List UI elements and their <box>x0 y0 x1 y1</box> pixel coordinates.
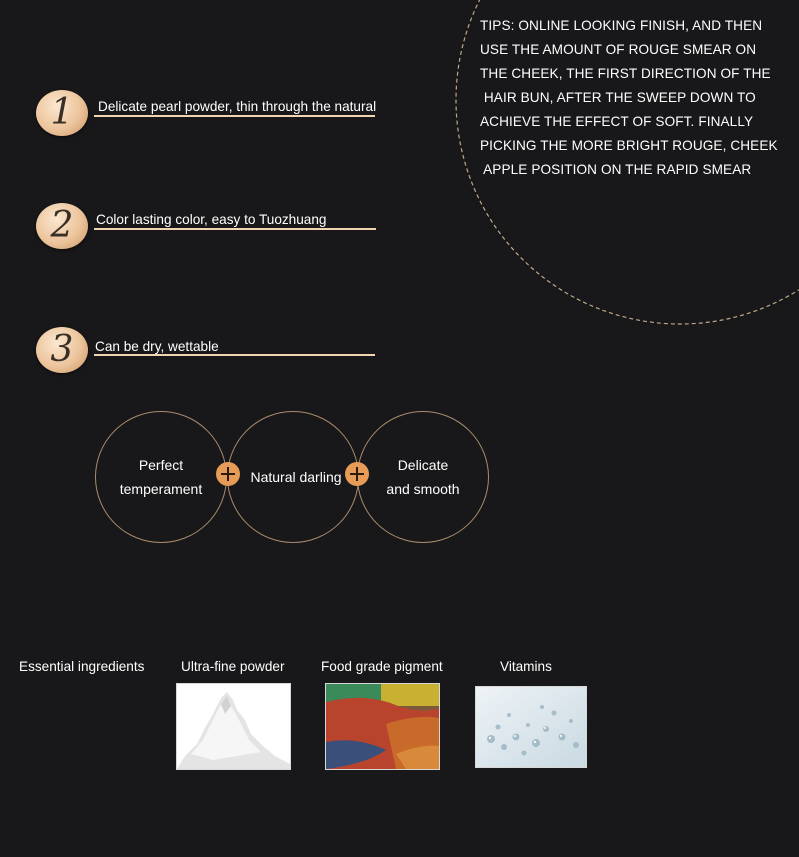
quality-line: Natural darling <box>250 469 342 485</box>
quality-circle-temperament <box>95 411 227 543</box>
ingredient-label: Ultra-fine powder <box>181 659 285 674</box>
quality-circle-smooth <box>357 411 489 543</box>
feature-label: Delicate pearl powder, thin through the natural <box>98 99 377 114</box>
number-badge: 3 <box>36 327 88 373</box>
quality-line: Delicate <box>397 457 449 473</box>
number-badge: 2 <box>36 203 88 249</box>
quality-line: and smooth <box>386 481 460 497</box>
quality-circle-natural <box>227 411 359 543</box>
plus-icon <box>216 462 240 486</box>
tips-line: HAIR BUN, AFTER THE SWEEP DOWN TO <box>480 90 756 105</box>
ingredient-label: Food grade pigment <box>321 659 443 674</box>
tips-text <box>480 14 799 182</box>
feature-3 <box>36 327 396 377</box>
tips-line: ACHIEVE THE EFFECT OF SOFT. FINALLY <box>480 114 754 129</box>
powder-image <box>176 683 291 770</box>
feature-label: Color lasting color, easy to Tuozhuang <box>96 212 327 227</box>
tips-line: USE THE AMOUNT OF ROUGE SMEAR ON <box>480 42 757 57</box>
feature-underline <box>94 115 375 117</box>
ingredients-title: Essential ingredients <box>19 659 145 674</box>
tips-line: PICKING THE MORE BRIGHT ROUGE, CHEEK <box>480 138 778 153</box>
feature-underline <box>94 354 375 356</box>
number-badge: 1 <box>36 90 88 136</box>
quality-line: temperament <box>119 481 203 497</box>
tips-line: TIPS: ONLINE LOOKING FINISH, AND THEN <box>480 18 763 33</box>
feature-underline <box>94 228 376 230</box>
vitamins-image <box>475 686 587 768</box>
tips-line: THE CHEEK, THE FIRST DIRECTION OF THE <box>480 66 771 81</box>
feature-1 <box>36 90 396 140</box>
plus-icon <box>345 462 369 486</box>
pigment-image <box>325 683 440 770</box>
tips-line: APPLE POSITION ON THE RAPID SMEAR <box>480 162 752 177</box>
ingredient-label: Vitamins <box>500 659 552 674</box>
feature-2 <box>36 203 396 253</box>
feature-label: Can be dry, wettable <box>95 339 219 354</box>
quality-line: Perfect <box>138 457 184 473</box>
